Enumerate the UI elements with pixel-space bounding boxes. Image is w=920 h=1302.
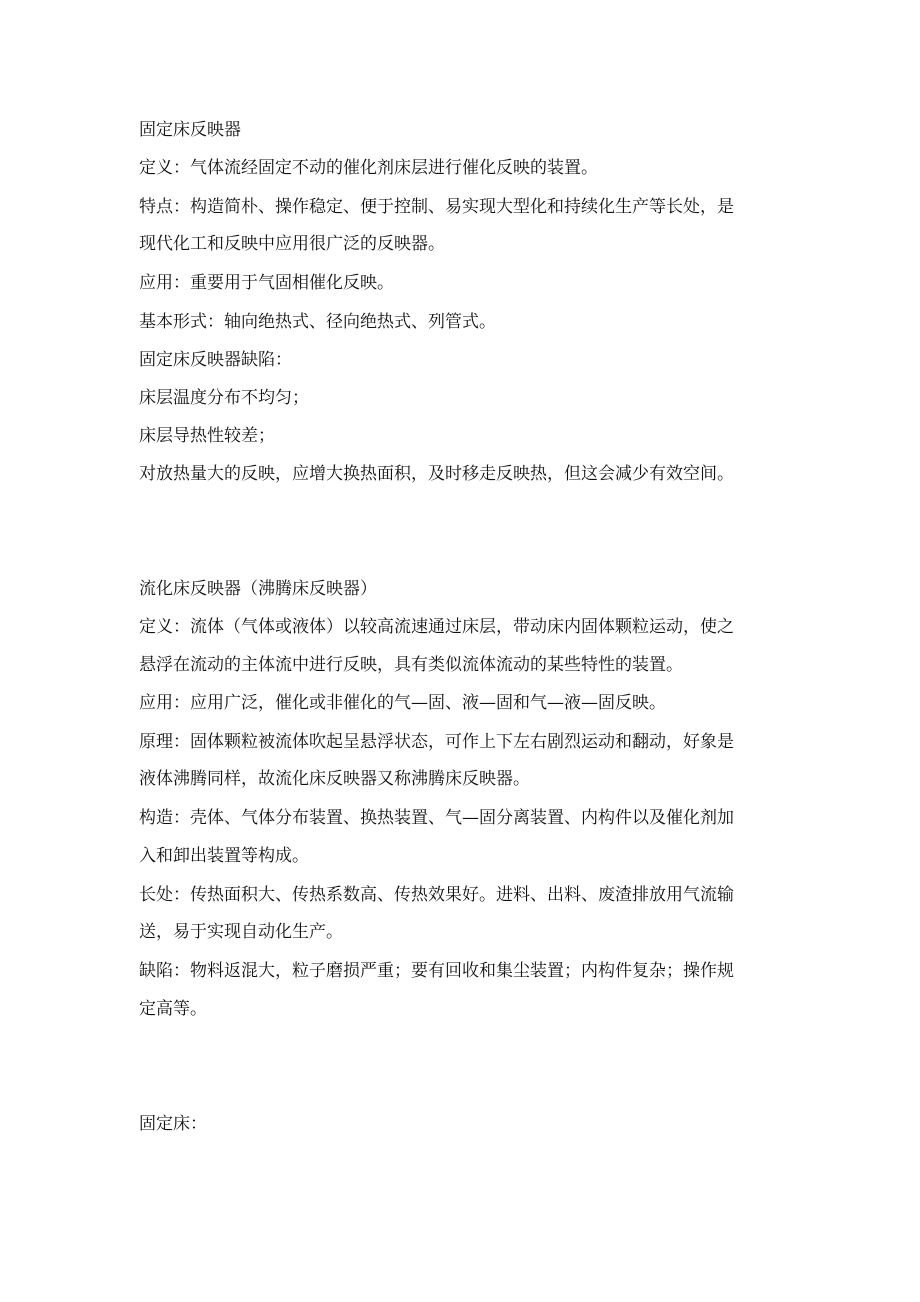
fixed-bed-application: 应用：重要用于气固相催化反映。 xyxy=(139,273,394,293)
fixed-bed-defect-2: 床层导热性较差； xyxy=(139,426,275,446)
fluidized-bed-advantages-line-1: 长处：传热面积大、传热系数高、传热效果好。进料、出料、废渣排放用气流输 xyxy=(139,885,734,905)
fixed-bed-defect-1: 床层温度分布不均匀； xyxy=(139,388,309,408)
fluidized-bed-application: 应用：应用广泛，催化或非催化的气—固、液—固和气—液—固反映。 xyxy=(139,693,666,713)
fixed-bed-basic-forms: 基本形式：轴向绝热式、径向绝热式、列管式。 xyxy=(139,312,496,332)
fixed-bed-features-line-1: 特点：构造简朴、操作稳定、便于控制、易实现大型化和持续化生产等长处，是 xyxy=(139,197,734,217)
fluidized-bed-definition-line-1: 定义：流体（气体或液体）以较高流速通过床层，带动床内固体颗粒运动，使之 xyxy=(139,617,734,637)
fixed-bed-title: 固定床反映器 xyxy=(139,120,241,140)
fluidized-bed-principle-line-1: 原理：固体颗粒被流体吹起呈悬浮状态，可作上下左右剧烈运动和翻动，好象是 xyxy=(139,732,734,752)
fixed-bed-defects-heading: 固定床反映器缺陷： xyxy=(139,350,292,370)
fluidized-bed-defects-line-2: 定高等。 xyxy=(139,999,207,1019)
fluidized-bed-principle-line-2: 液体沸腾同样，故流化床反映器又称沸腾床反映器。 xyxy=(139,769,530,789)
fixed-bed-definition: 定义：气体流经固定不动的催化剂床层进行催化反映的装置。 xyxy=(139,158,598,178)
fluidized-bed-defects-line-1: 缺陷：物料返混大，粒子磨损严重；要有回收和集尘装置；内构件复杂；操作规 xyxy=(139,961,734,981)
fluidized-bed-advantages-line-2: 送，易于实现自动化生产。 xyxy=(139,922,343,942)
fluidized-bed-title: 流化床反映器（沸腾床反映器） xyxy=(139,579,377,599)
fluidized-bed-structure-line-2: 入和卸出装置等构成。 xyxy=(139,846,309,866)
fixed-bed-features-line-2: 现代化工和反映中应用很广泛的反映器。 xyxy=(139,234,445,254)
fixed-bed-2-title: 固定床： xyxy=(139,1114,207,1134)
fixed-bed-defect-3: 对放热量大的反映，应增大换热面积，及时移走反映热，但这会减少有效空间。 xyxy=(139,464,734,484)
fluidized-bed-definition-line-2: 悬浮在流动的主体流中进行反映，具有类似流体流动的某些特性的装置。 xyxy=(139,655,683,675)
fluidized-bed-structure-line-1: 构造：壳体、气体分布装置、换热装置、气—固分离装置、内构件以及催化剂加 xyxy=(139,808,734,828)
